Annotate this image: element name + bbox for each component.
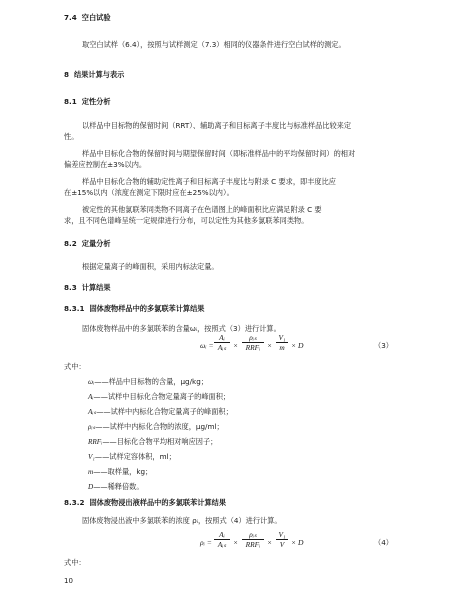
section-8-1-para2: 样品中目标化合物的保留时间与期望保留时间（即标准样品中的平均保留时间）的相对 <box>82 149 356 158</box>
section-8-3-2-heading: 8.3.2 固体废物浸出液样品中的多氯联苯计算结果 <box>64 498 227 507</box>
page-number: 10 <box>64 577 73 585</box>
variable-definition: Aᵢ——试样中目标化合物定量离子的峰面积； <box>88 392 231 401</box>
variable-definition: m——取样量，kg； <box>88 467 153 476</box>
variable-definition: ρᵢₛ——试样中内标化合物的浓度，μg/ml； <box>88 422 224 431</box>
eq4-denominator-rrf: RRFᵢ <box>245 540 261 549</box>
eq3-denominator-ais: Aᵢₛ <box>217 343 227 352</box>
section-8-heading: 8 结果计算与表示 <box>64 70 125 79</box>
eq4-denominator-v: V <box>279 540 285 549</box>
eq4-number: （4） <box>374 538 393 547</box>
section-8-1-para1-cont: 性。 <box>64 132 79 141</box>
eq4-times-2: × <box>267 538 273 547</box>
eq3-times-1: × <box>233 341 239 350</box>
section-8-1-heading: 8.1 定性分析 <box>64 97 111 106</box>
section-8-2-heading: 8.2 定量分析 <box>64 239 111 248</box>
eq4-denominator-ais: Aᵢₛ <box>217 540 227 549</box>
eq4-fraction-volume-ratio <box>276 530 288 549</box>
section-8-3-2-intro: 固体废物浸出液中多氯联苯的浓度 ρᵢ，按照式（4）进行计算。 <box>82 516 282 525</box>
section-8-1-para2-cont: 偏差应控制在±3%以内。 <box>64 160 147 169</box>
variable-definition: V₁——试样定容体积，ml； <box>88 452 176 461</box>
eq3-denominator-m: m <box>279 343 285 352</box>
section-8-1-para3-cont: 在±15%以内（浓度在测定下限时应在±25%以内）。 <box>64 188 234 197</box>
variable-definition: RRFᵢ——目标化合物平均相对响应因子； <box>88 437 218 446</box>
eq3-tail: × D <box>291 341 304 350</box>
section-8-1-para1: 以样品中目标物的保留时间（RRT）、辅助离子和目标离子丰度比与标准样品比较来定 <box>82 121 352 130</box>
eq4-fraction-conc-rrf <box>242 530 264 549</box>
eq4-tail: × D <box>291 538 304 547</box>
eq3-times-2: × <box>267 341 273 350</box>
eq3-numerator-rhois: ρᵢₛ <box>242 333 264 343</box>
section-7-4-body: 取空白试样（6.4），按照与试样测定（7.3）相同的仪器条件进行空白试样的测定。 <box>82 40 346 49</box>
eq4-times-1: × <box>233 538 239 547</box>
section-8-1-para4-cont: 求，且不同色谱峰呈统一定规律进行分布，可以定性为其他多氯联苯同类物。 <box>64 216 309 225</box>
eq4-where-label: 式中： <box>64 558 86 567</box>
section-8-3-1-heading: 8.3.1 固体废物样品中的多氯联苯计算结果 <box>64 304 205 313</box>
eq3-numerator-v1: V₁ <box>276 333 288 343</box>
variable-definition: ωᵢ——样品中目标物的含量，μg/kg； <box>88 377 208 386</box>
eq4-lhs: ρᵢ = <box>200 538 212 547</box>
eq3-fraction-area-ratio <box>214 333 230 352</box>
section-7-4-heading: 7.4 空白试验 <box>64 13 111 22</box>
variable-definition: Aᵢₛ——试样中内标化合物定量离子的峰面积； <box>88 407 233 416</box>
eq3-numerator-ai: Aᵢ <box>214 333 230 343</box>
section-8-3-1-intro: 固体废物样品中的多氯联苯的含量ωᵢ，按照式（3）进行计算。 <box>82 324 281 333</box>
eq4-fraction-area-ratio <box>214 530 230 549</box>
eq3-fraction-conc-rrf <box>242 333 264 352</box>
eq3-lhs: ωᵢ = <box>200 341 214 350</box>
eq3-where-label: 式中： <box>64 362 86 371</box>
section-8-3-heading: 8.3 计算结果 <box>64 283 111 292</box>
variable-definition: D——稀释倍数。 <box>88 482 144 491</box>
section-8-1-para3: 样品中目标化合物的辅助定性离子和目标离子丰度比与附录 C 要求，即丰度比应 <box>82 177 336 186</box>
eq3-fraction-volume-mass <box>276 333 288 352</box>
eq4-numerator-v1: V₁ <box>276 530 288 540</box>
eq4-numerator-ai: Aᵢ <box>214 530 230 540</box>
section-8-1-para4: 被定性的其他氯联苯同类物不同离子在色谱图上的峰面积比应满足附录 C 要 <box>82 205 322 214</box>
eq3-number: （3） <box>374 341 393 350</box>
section-8-2-body: 根据定量离子的峰面积，采用内标法定量。 <box>82 262 219 271</box>
eq3-denominator-rrf: RRFᵢ <box>245 343 261 352</box>
eq4-numerator-rhois: ρᵢₛ <box>242 530 264 540</box>
